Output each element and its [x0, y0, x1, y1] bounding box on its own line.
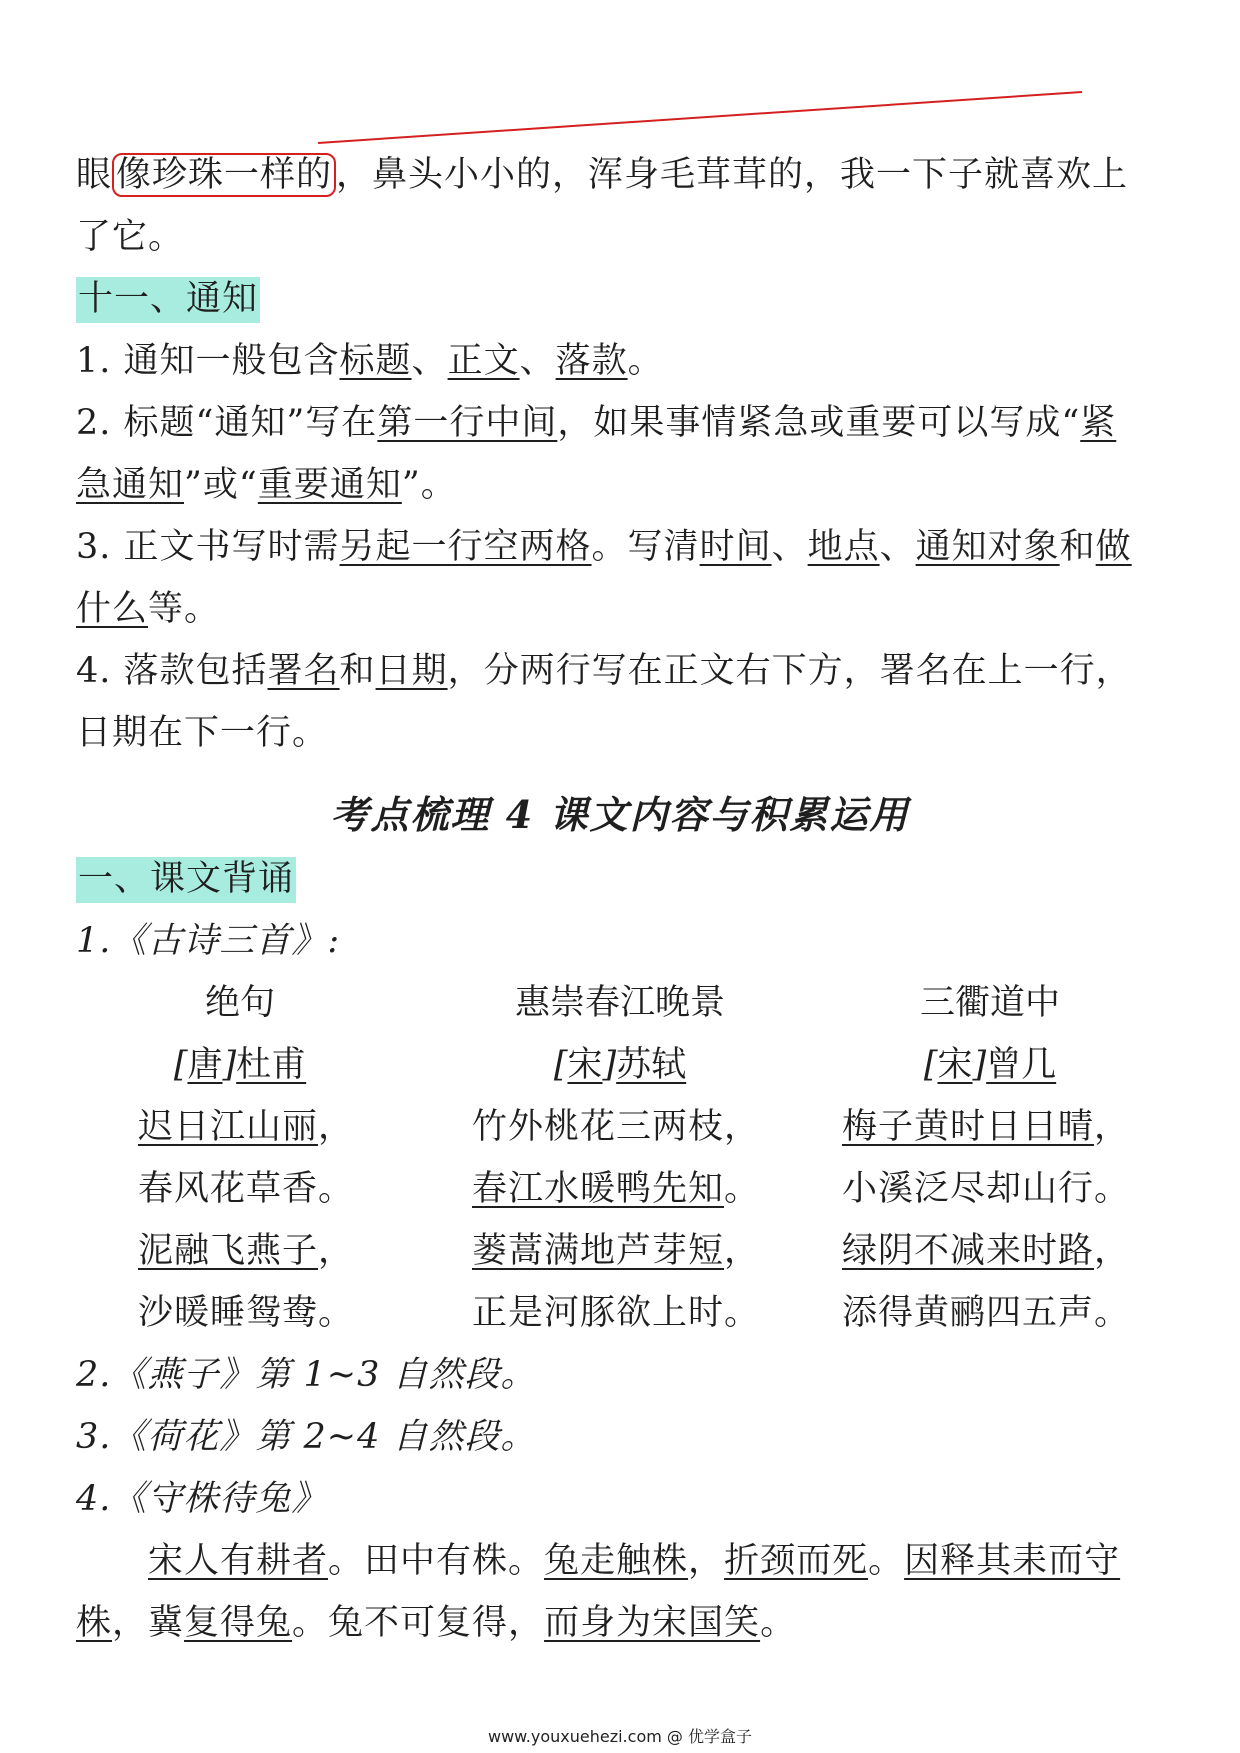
intro-line-1 [76, 152, 1166, 198]
key-term: 重要通知 [257, 465, 402, 505]
notice-point-2-cont: 急通知”或“重要通知”。 [76, 465, 457, 505]
poem-line: 梅子黄时日日晴， [842, 1107, 1131, 1147]
notice-point-3: 3. 正文书写时需另起一行空两格。写清时间、地点、通知对象和做 [76, 527, 1132, 567]
poem-title: 惠崇春江晚景 [514, 983, 725, 1023]
recite-item-2: 2.《燕子》第 1~3 自然段。 [76, 1355, 537, 1395]
key-term: 通知对象 [915, 527, 1060, 567]
key-term: 标题 [339, 341, 412, 381]
shouzhu-text-line-1: 宋人有耕者。田中有株。兔走触株，折颈而死。因释其耒而守 [148, 1541, 1121, 1581]
notice-point-2: 2. 标题“通知”写在第一行中间，如果事情紧急或重要可以写成“紧 [76, 403, 1117, 443]
key-term: 日期 [375, 651, 448, 691]
recite-item-3: 3.《荷花》第 2~4 自然段。 [76, 1417, 537, 1457]
poem-huichong [440, 980, 800, 1340]
key-term: 第一行中间 [377, 403, 558, 443]
section-heading: 一、课文背诵 [76, 857, 296, 903]
poem-sanqu [810, 980, 1170, 1340]
notice-point-3-cont: 什么等。 [76, 589, 221, 629]
key-term: 署名 [267, 651, 340, 691]
poem-line: 春江水暖鸭先知。 [472, 1169, 761, 1209]
poem-author: [宋]曾几 [923, 1045, 1057, 1085]
intro-text: ，鼻头小小的，浑身毛茸茸的，我一下子就喜欢上 [336, 155, 1129, 195]
key-term: 时间 [699, 527, 772, 567]
key-term: 做 [1095, 527, 1132, 567]
poem-author: [宋]苏轼 [553, 1045, 687, 1085]
poem-jueju [60, 980, 420, 1340]
notice-point-1: 1. 通知一般包含标题、正文、落款。 [76, 341, 664, 381]
key-term: 急通知 [76, 465, 185, 505]
poem-line: 春风花草香。 [138, 1169, 355, 1209]
notice-heading [76, 276, 1166, 322]
key-term: 地点 [807, 527, 880, 567]
poem-line: 泥融飞燕子， [138, 1231, 355, 1271]
poem-line: 小溪泛尽却山行。 [842, 1169, 1131, 1209]
recite-heading [76, 856, 1166, 902]
section-title: 考点梳理 4 课文内容与积累运用 [330, 792, 910, 837]
key-term: 紧 [1080, 403, 1117, 443]
section-heading: 十一、通知 [76, 277, 260, 323]
intro-line-2: 了它。 [76, 217, 185, 257]
shouzhu-text-line-2: 株，冀复得兔。兔不可复得，而身为宋国笑。 [76, 1603, 797, 1643]
poem-line: 沙暖睡鸳鸯。 [138, 1293, 355, 1333]
poem-author: [唐]杜甫 [173, 1045, 307, 1085]
key-term: 正文 [447, 341, 520, 381]
key-term: 另起一行空两格 [339, 527, 592, 567]
key-term: 什么 [76, 589, 149, 629]
poem-title: 绝句 [204, 983, 275, 1023]
notice-point-4-cont: 日期在下一行。 [76, 713, 329, 753]
poem-line: 蒌蒿满地芦芽短， [472, 1231, 761, 1271]
poem-line: 绿阴不减来时路， [842, 1231, 1131, 1271]
recite-item-4: 4.《守株待兔》 [76, 1479, 328, 1519]
circled-phrase: 像珍珠一样的 [112, 153, 336, 197]
recite-item-1: 1.《古诗三首》: [76, 921, 341, 961]
notice-point-4: 4. 落款包括署名和日期，分两行写在正文右下方，署名在上一行， [76, 651, 1132, 691]
poem-title: 三衢道中 [919, 983, 1060, 1023]
poem-line: 正是河豚欲上时。 [472, 1293, 761, 1333]
poem-line: 竹外桃花三两枝， [472, 1107, 761, 1147]
key-term: 落款 [555, 341, 628, 381]
poem-line: 添得黄鹂四五声。 [842, 1293, 1131, 1333]
intro-text: 眼 [76, 155, 113, 195]
footer-watermark: www.youxuehezi.com @ 优学盒子 [488, 1727, 752, 1746]
poem-line: 迟日江山丽， [138, 1107, 355, 1147]
